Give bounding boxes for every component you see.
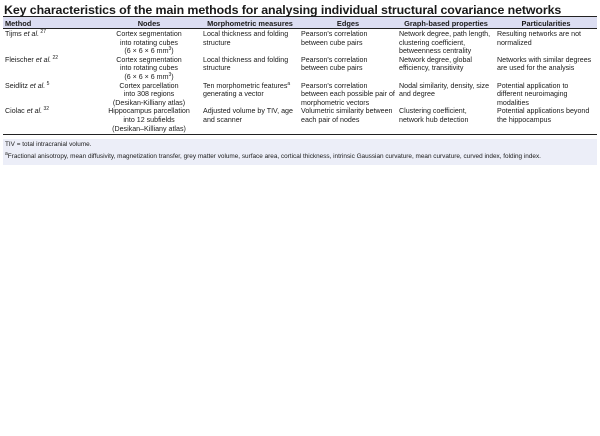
morphometric-cell: Ten morphometric features$^a$ generating a vector xyxy=(203,80,291,99)
method-cell: Fleischer et al. $^{22}$ xyxy=(5,54,59,64)
table-title: Key characteristics of the main methods for analysing individual structural covariance networks xyxy=(4,3,562,17)
header-morphometric: Morphometric measures xyxy=(201,17,299,29)
graph-cell: Nodal similarity, density, size and degree xyxy=(399,81,490,99)
header-method: Method xyxy=(3,17,97,29)
table-row xyxy=(3,107,597,134)
footnote-a: $^a$Fractional anisotropy, mean diffusivity, magnetization transfer, grey matter volume, surface area, cortical thickness, intrinsic Gaussian curvature, mean curvature, curved index, folding index. xyxy=(3,150,597,165)
particularities-cell: Networks with similar degrees are used for the analysis xyxy=(497,55,592,73)
table-row xyxy=(3,82,597,108)
morphometric-cell: Adjusted volume by TIV, age and scanner xyxy=(201,107,299,134)
characteristics-table xyxy=(3,16,597,135)
table-row xyxy=(3,29,597,56)
particularities-cell: Potential applications beyond the hippocampus xyxy=(495,107,597,134)
graph-cell: Network degree, path length, clustering coefficient, betweenness centrality xyxy=(399,30,491,56)
nodes-cell: Cortex segmentation into rotating cubes (6 × 6 × 6 $mm^3$) xyxy=(116,30,182,56)
method-cell: Tijms et al. $^{27}$ xyxy=(5,29,46,38)
particularities-cell: Resulting networks are not normalized xyxy=(497,30,581,47)
graph-cell: Clustering coefficient, network hub detection xyxy=(397,107,495,134)
header-particularities: Particularities xyxy=(495,17,597,29)
nodes-cell: Cortex parcellation into 308 regions (Desikan-Killiany atlas) xyxy=(112,81,186,107)
edges-cell: Pearson's correlation between each possible pair of morphometric vectors xyxy=(301,81,395,107)
particularities-cell: Potential application to different neuroimaging modalities xyxy=(497,81,569,107)
graph-cell: Network degree, global efficiency, transitivity xyxy=(399,55,472,73)
footnote-tiv: TIV = total intracranial volume. xyxy=(3,139,597,150)
nodes-cell: Cortex segmentation into rotating cubes (6 × 6 × 6 $mm^3$) xyxy=(116,55,182,81)
header-row xyxy=(3,17,597,29)
header-edges: Edges xyxy=(299,17,397,29)
morphometric-cell: Local thickness and folding structure xyxy=(203,55,289,73)
morphometric-cell: Local thickness and folding structure xyxy=(203,30,289,47)
method-cell: Seidlitz et al. $^5$ xyxy=(5,80,50,90)
edges-cell: Pearson's correlation between cube pairs xyxy=(301,30,368,47)
header-nodes: Nodes xyxy=(97,17,201,29)
edges-cell: Pearson's correlation between cube pairs xyxy=(301,55,368,73)
header-graph: Graph-based properties xyxy=(397,17,495,29)
edges-cell: Volumetric similarity between each pair of nodes xyxy=(299,107,397,134)
method-cell: Ciolac et al. $^{32}$ xyxy=(3,107,97,134)
nodes-cell: Hippocampus parcellation into 12 subfields (Desikan–Killiany atlas) xyxy=(97,107,201,134)
table-row xyxy=(3,56,597,82)
